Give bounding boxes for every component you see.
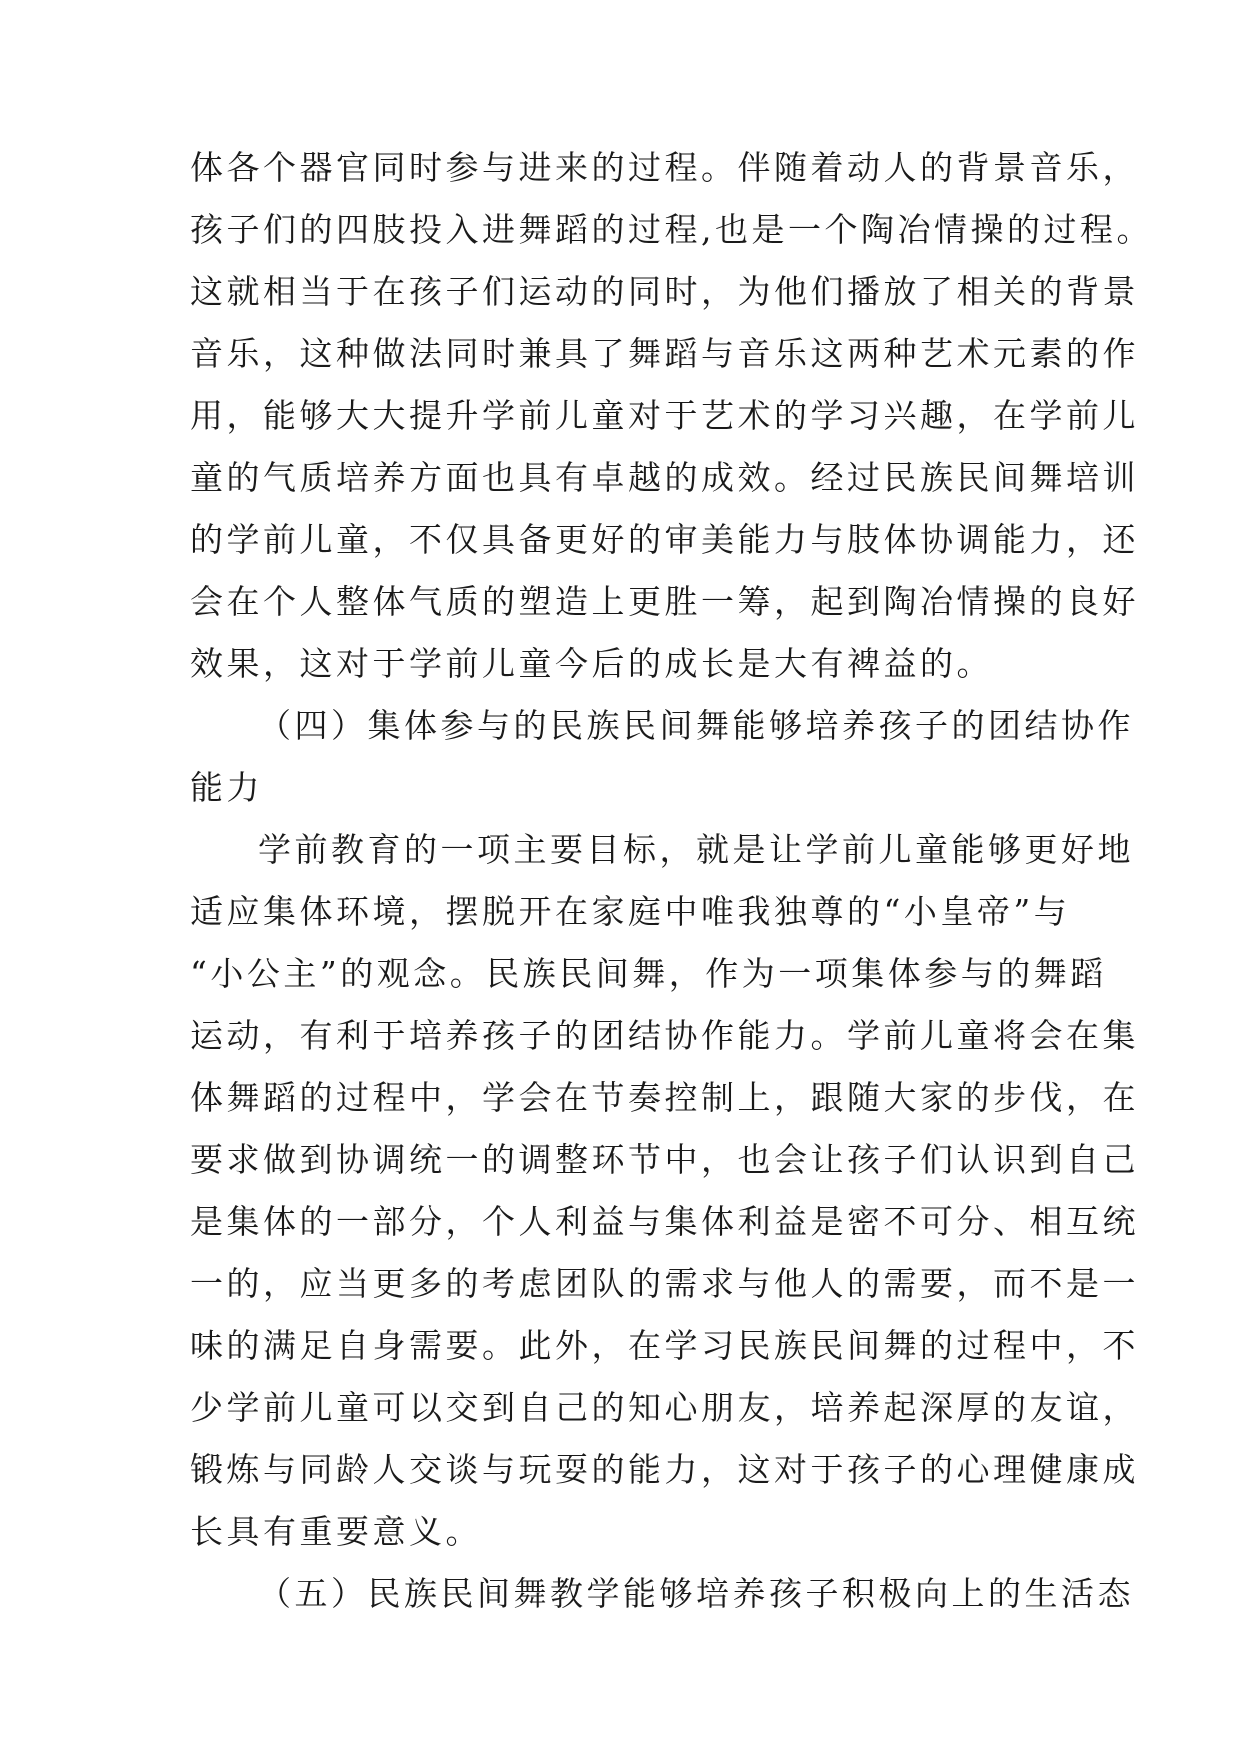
section-heading-5: （五）民族民间舞教学能够培养孩子积极向上的生活态 [258,1574,1134,1613]
text-line: 童的气质培养方面也具有卓越的成效。经过民族民间舞培训 [190,458,1139,497]
text-line: 少学前儿童可以交到自己的知心朋友，培养起深厚的友谊， [190,1388,1139,1427]
text-line: 效果，这对于学前儿童今后的成长是大有裨益的。 [190,644,993,683]
text-line: 长具有重要意义。 [190,1512,482,1551]
text-line: 要求做到协调统一的调整环节中，也会让孩子们认识到自己 [190,1140,1139,1179]
text-line: 用，能够大大提升学前儿童对于艺术的学习兴趣，在学前儿 [190,396,1139,435]
text-line: 运动，有利于培养孩子的团结协作能力。学前儿童将会在集 [190,1016,1139,1055]
text-line: 适应集体环境，摆脱开在家庭中唯我独尊的“小皇帝”与 [190,892,1071,931]
text-line: 的学前儿童，不仅具备更好的审美能力与肢体协调能力，还 [190,520,1139,559]
text-line: 是集体的一部分，个人利益与集体利益是密不可分、相互统 [190,1202,1139,1241]
text-line: 味的满足自身需要。此外，在学习民族民间舞的过程中，不 [190,1326,1139,1365]
text-line: 音乐，这种做法同时兼具了舞蹈与音乐这两种艺术元素的作 [190,334,1139,373]
text-line: 锻炼与同龄人交谈与玩耍的能力，这对于孩子的心理健康成 [190,1450,1139,1489]
text-line: “小公主”的观念。民族民间舞，作为一项集体参与的舞蹈 [190,954,1107,993]
section-heading-4-continuation: 能力 [190,768,263,807]
text-line: 这就相当于在孩子们运动的同时，为他们播放了相关的背景 [190,272,1139,311]
text-line: 孩子们的四肢投入进舞蹈的过程,也是一个陶冶情操的过程。 [190,210,1153,249]
paragraph-first-line: 学前教育的一项主要目标，就是让学前儿童能够更好地 [258,830,1134,869]
text-line: 一的，应当更多的考虑团队的需求与他人的需要，而不是一 [190,1264,1139,1303]
text-line: 体各个器官同时参与进来的过程。伴随着动人的背景音乐， [190,148,1139,187]
text-line: 会在个人整体气质的塑造上更胜一筹，起到陶冶情操的良好 [190,582,1139,621]
section-heading-4: （四）集体参与的民族民间舞能够培养孩子的团结协作 [258,706,1134,745]
text-line: 体舞蹈的过程中，学会在节奏控制上，跟随大家的步伐，在 [190,1078,1139,1117]
